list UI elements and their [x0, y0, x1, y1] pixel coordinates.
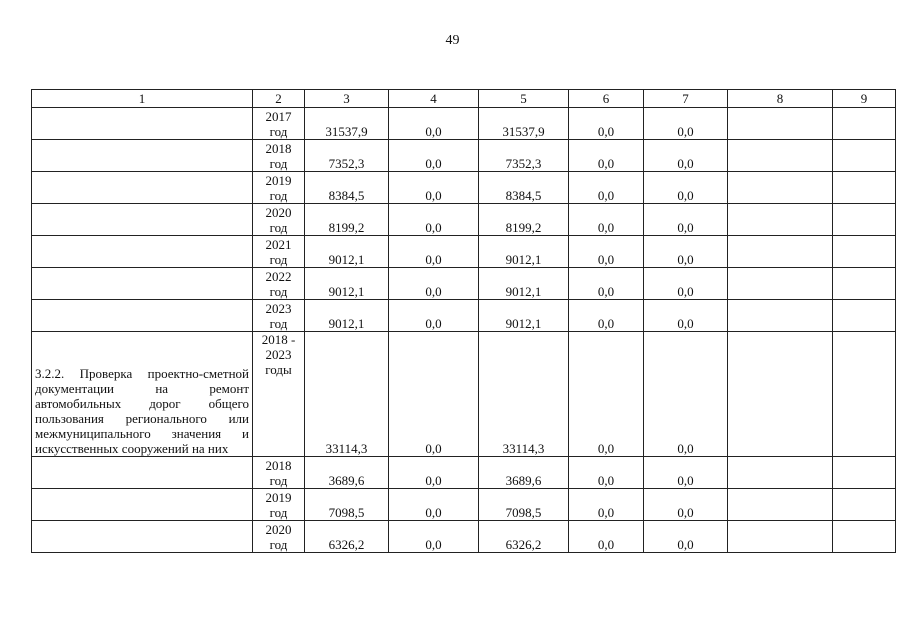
table-row	[32, 172, 896, 204]
value-cell-4: 0,0	[389, 332, 479, 457]
period-cell: 2019 год	[253, 489, 305, 521]
value-cell-7: 0,0	[644, 521, 728, 553]
value-cell-9	[833, 489, 896, 521]
description-cell: 3.2.2. Проверка проектно-сметной документации на ремонт автомобильных дорог общего пользования регионального или межмуниципального значения и искусственных сооружений на них	[32, 332, 253, 457]
period-cell: 2018 год	[253, 457, 305, 489]
value-cell-4: 0,0	[389, 172, 479, 204]
description-cell	[32, 140, 253, 172]
value-cell-6: 0,0	[569, 457, 644, 489]
value-cell-5: 9012,1	[479, 300, 569, 332]
value-cell-6: 0,0	[569, 300, 644, 332]
value-cell-3: 31537,9	[305, 108, 389, 140]
period-cell: 2023 год	[253, 300, 305, 332]
table-header-row	[32, 90, 896, 108]
value-cell-3: 7098,5	[305, 489, 389, 521]
value-cell-5: 3689,6	[479, 457, 569, 489]
header-cell: 3	[305, 90, 389, 108]
period-cell: 2021 год	[253, 236, 305, 268]
table-row	[32, 108, 896, 140]
value-cell-4: 0,0	[389, 300, 479, 332]
value-cell-7: 0,0	[644, 457, 728, 489]
value-cell-7: 0,0	[644, 108, 728, 140]
value-cell-8	[728, 457, 833, 489]
page-number: 49	[445, 33, 460, 48]
value-cell-8	[728, 236, 833, 268]
value-cell-4: 0,0	[389, 268, 479, 300]
description-cell	[32, 457, 253, 489]
value-cell-6: 0,0	[569, 521, 644, 553]
period-cell: 2020 год	[253, 521, 305, 553]
description-cell	[32, 236, 253, 268]
value-cell-3: 33114,3	[305, 332, 389, 457]
period-cell: 2020 год	[253, 204, 305, 236]
value-cell-9	[833, 457, 896, 489]
value-cell-5: 7352,3	[479, 140, 569, 172]
value-cell-5: 8199,2	[479, 204, 569, 236]
table-row	[32, 140, 896, 172]
table-row	[32, 521, 896, 553]
description-cell	[32, 204, 253, 236]
value-cell-4: 0,0	[389, 108, 479, 140]
value-cell-9	[833, 172, 896, 204]
value-cell-8	[728, 108, 833, 140]
value-cell-9	[833, 236, 896, 268]
value-cell-7: 0,0	[644, 489, 728, 521]
period-cell: 2017 год	[253, 108, 305, 140]
header-cell: 7	[644, 90, 728, 108]
header-cell: 4	[389, 90, 479, 108]
header-cell: 6	[569, 90, 644, 108]
value-cell-6: 0,0	[569, 204, 644, 236]
value-cell-8	[728, 489, 833, 521]
value-cell-6: 0,0	[569, 172, 644, 204]
value-cell-9	[833, 204, 896, 236]
table-row	[32, 300, 896, 332]
table-row	[32, 332, 896, 457]
value-cell-5: 7098,5	[479, 489, 569, 521]
table-row	[32, 236, 896, 268]
value-cell-9	[833, 300, 896, 332]
period-cell: 2018 - 2023 годы	[253, 332, 305, 457]
value-cell-4: 0,0	[389, 204, 479, 236]
value-cell-7: 0,0	[644, 140, 728, 172]
value-cell-3: 7352,3	[305, 140, 389, 172]
value-cell-8	[728, 521, 833, 553]
value-cell-5: 33114,3	[479, 332, 569, 457]
table-row	[32, 268, 896, 300]
table-row	[32, 457, 896, 489]
header-cell: 9	[833, 90, 896, 108]
value-cell-4: 0,0	[389, 489, 479, 521]
header-cell: 1	[32, 90, 253, 108]
value-cell-7: 0,0	[644, 236, 728, 268]
value-cell-4: 0,0	[389, 140, 479, 172]
value-cell-6: 0,0	[569, 236, 644, 268]
value-cell-4: 0,0	[389, 457, 479, 489]
value-cell-6: 0,0	[569, 489, 644, 521]
description-cell	[32, 521, 253, 553]
value-cell-6: 0,0	[569, 108, 644, 140]
value-cell-8	[728, 140, 833, 172]
description-cell	[32, 108, 253, 140]
value-cell-8	[728, 300, 833, 332]
value-cell-4: 0,0	[389, 521, 479, 553]
table-row	[32, 204, 896, 236]
value-cell-5: 31537,9	[479, 108, 569, 140]
description-cell	[32, 172, 253, 204]
description-cell	[32, 268, 253, 300]
value-cell-9	[833, 521, 896, 553]
value-cell-6: 0,0	[569, 140, 644, 172]
budget-table	[31, 89, 896, 553]
value-cell-7: 0,0	[644, 332, 728, 457]
value-cell-9	[833, 140, 896, 172]
value-cell-7: 0,0	[644, 204, 728, 236]
value-cell-3: 9012,1	[305, 300, 389, 332]
value-cell-7: 0,0	[644, 172, 728, 204]
value-cell-8	[728, 268, 833, 300]
value-cell-8	[728, 204, 833, 236]
value-cell-3: 8384,5	[305, 172, 389, 204]
value-cell-5: 6326,2	[479, 521, 569, 553]
value-cell-5: 8384,5	[479, 172, 569, 204]
value-cell-9	[833, 108, 896, 140]
value-cell-6: 0,0	[569, 268, 644, 300]
value-cell-8	[728, 172, 833, 204]
value-cell-3: 9012,1	[305, 236, 389, 268]
period-cell: 2019 год	[253, 172, 305, 204]
period-cell: 2022 год	[253, 268, 305, 300]
value-cell-3: 9012,1	[305, 268, 389, 300]
value-cell-3: 8199,2	[305, 204, 389, 236]
description-cell	[32, 300, 253, 332]
value-cell-5: 9012,1	[479, 236, 569, 268]
table-row	[32, 489, 896, 521]
header-cell: 8	[728, 90, 833, 108]
value-cell-8	[728, 332, 833, 457]
value-cell-9	[833, 332, 896, 457]
description-cell	[32, 489, 253, 521]
header-cell: 5	[479, 90, 569, 108]
value-cell-7: 0,0	[644, 300, 728, 332]
header-cell: 2	[253, 90, 305, 108]
value-cell-6: 0,0	[569, 332, 644, 457]
value-cell-4: 0,0	[389, 236, 479, 268]
value-cell-7: 0,0	[644, 268, 728, 300]
period-cell: 2018 год	[253, 140, 305, 172]
value-cell-5: 9012,1	[479, 268, 569, 300]
value-cell-9	[833, 268, 896, 300]
value-cell-3: 6326,2	[305, 521, 389, 553]
value-cell-3: 3689,6	[305, 457, 389, 489]
